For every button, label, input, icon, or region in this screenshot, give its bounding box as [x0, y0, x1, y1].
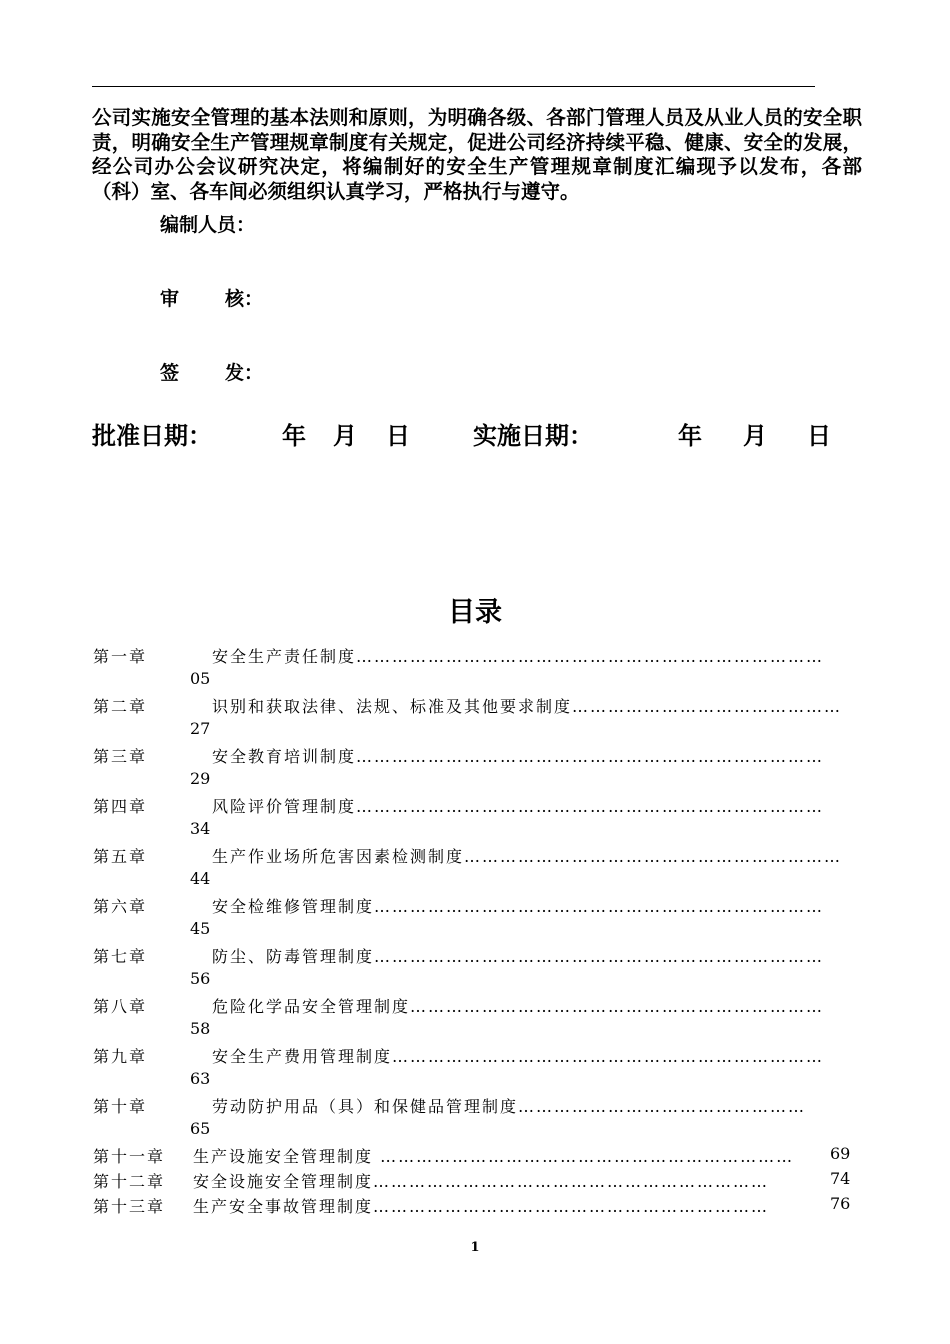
toc-page: 65	[190, 1119, 211, 1138]
toc-title-text: 安全教育培训制度……………………………………………………………………	[212, 747, 825, 766]
toc-chapter: 第十章	[93, 1097, 148, 1116]
implement-date-label: 实施日期：	[473, 422, 593, 450]
review-line	[160, 284, 263, 311]
toc-chapter: 第七章	[93, 947, 148, 966]
compiler-line	[160, 210, 255, 237]
toc-title-text: 生产作业场所危害因素检测制度………………………………………………………	[212, 847, 843, 866]
toc-title-text: 安全生产责任制度……………………………………………………………………	[212, 647, 825, 666]
toc-entry[interactable]	[93, 1169, 858, 1194]
toc-chapter: 第二章	[93, 697, 148, 716]
toc-chapter: 第四章	[93, 797, 148, 816]
toc-title-text: 安全检维修管理制度…………………………………………………………………	[212, 897, 825, 916]
toc-title-text: 生产设施安全管理制度 ……………………………………………………………	[193, 1147, 795, 1166]
approve-day: 日	[386, 422, 410, 450]
toc-title-text: 识别和获取法律、法规、标准及其他要求制度………………………………………	[212, 697, 843, 716]
toc-page: 05	[190, 669, 211, 688]
toc-chapter: 第八章	[93, 997, 148, 1016]
toc-page: 58	[190, 1019, 211, 1038]
toc-title-text: 危险化学品安全管理制度……………………………………………………………	[212, 997, 825, 1016]
toc-entry[interactable]	[93, 694, 858, 744]
toc-title-text: 安全生产费用管理制度………………………………………………………………	[212, 1047, 825, 1066]
toc-page: 44	[190, 869, 211, 888]
toc-entry[interactable]	[93, 944, 858, 994]
toc-entry[interactable]	[93, 644, 858, 694]
issue-label-a: 签	[160, 362, 180, 384]
issue-line	[160, 358, 263, 385]
toc-page: 69	[830, 1144, 851, 1163]
toc-entry[interactable]	[93, 744, 858, 794]
toc-entry[interactable]	[93, 1094, 858, 1144]
toc-page: 56	[190, 969, 211, 988]
toc-title-text: 风险评价管理制度……………………………………………………………………	[212, 797, 825, 816]
toc-title-text: 生产安全事故管理制度…………………………………………………………	[193, 1197, 770, 1216]
toc-title-text: 劳动防护用品（具）和保健品管理制度…………………………………………	[212, 1097, 807, 1116]
toc-page: 34	[190, 819, 211, 838]
toc-chapter: 第三章	[93, 747, 148, 766]
implement-month: 月	[743, 422, 767, 450]
issue-label-b: 发：	[225, 362, 264, 384]
toc-page: 27	[190, 719, 211, 738]
toc-entry[interactable]	[93, 794, 858, 844]
toc-entry[interactable]	[93, 894, 858, 944]
toc-entry[interactable]	[93, 994, 858, 1044]
compiler-label: 编制人员：	[160, 214, 256, 236]
toc-page: 74	[830, 1169, 851, 1188]
page-number: 1	[470, 1240, 480, 1255]
toc-page: 76	[830, 1194, 851, 1213]
toc-entry[interactable]	[93, 1044, 858, 1094]
toc-chapter: 第五章	[93, 847, 148, 866]
toc-chapter: 第十一章	[93, 1147, 166, 1166]
toc-title-text: 防尘、防毒管理制度…………………………………………………………………	[212, 947, 825, 966]
toc-page: 45	[190, 919, 211, 938]
header-rule	[92, 86, 815, 87]
toc-page: 29	[190, 769, 211, 788]
approve-date-label: 批准日期：	[92, 422, 212, 450]
toc-title-text: 安全设施安全管理制度…………………………………………………………	[193, 1172, 770, 1191]
toc-chapter: 第十三章	[93, 1197, 166, 1216]
intro-paragraph: 公司实施安全管理的基本法则和原则，为明确各级、各部门管理人员及从业人员的安全职责，明确安全生产管理规章制度有关规定，促进公司经济持续平稳、健康、安全的发展，经公司办公会议研究决定，将编制好的安全生产管理规章制度汇编现予以发布，各部（科）室、各车间必须组织认真学习，严格执行与遵守。	[92, 106, 862, 203]
implement-year: 年	[678, 422, 702, 450]
review-label-a: 审	[160, 288, 180, 310]
toc-chapter: 第一章	[93, 647, 148, 666]
approve-month: 月	[333, 422, 357, 450]
toc-chapter: 第九章	[93, 1047, 148, 1066]
toc-chapter: 第六章	[93, 897, 148, 916]
toc-chapter: 第十二章	[93, 1172, 166, 1191]
toc-entry[interactable]	[93, 1144, 858, 1169]
approve-year: 年	[282, 422, 306, 450]
table-of-contents	[93, 644, 858, 1219]
toc-title: 目录	[448, 597, 502, 628]
implement-day: 日	[807, 422, 831, 450]
toc-entry[interactable]	[93, 844, 858, 894]
toc-entry[interactable]	[93, 1194, 858, 1219]
toc-page: 63	[190, 1069, 211, 1088]
review-label-b: 核：	[225, 288, 264, 310]
